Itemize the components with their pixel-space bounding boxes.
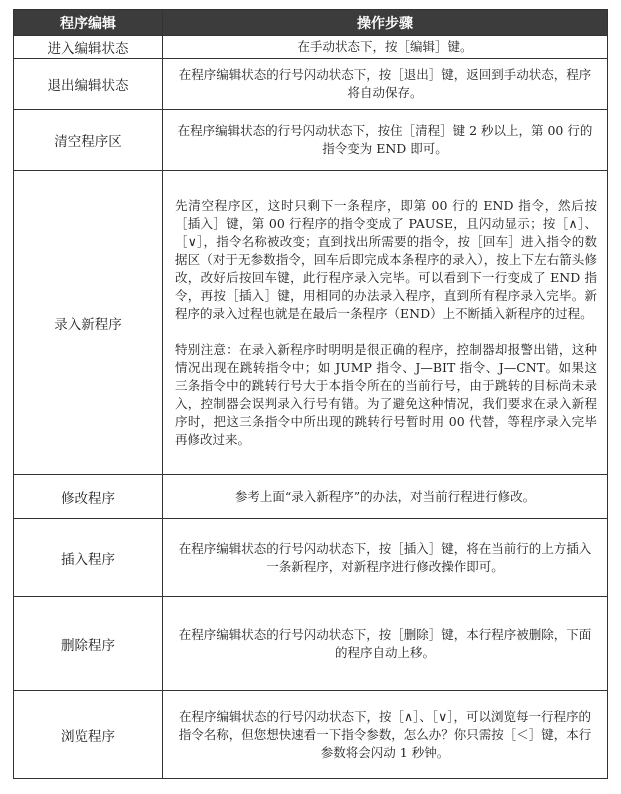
row-name-enter-new-program: 录入新程序 [14, 171, 163, 475]
row-name-browse-program: 浏览程序 [14, 691, 163, 779]
table-row [14, 59, 608, 110]
row-name-delete-program: 删除程序 [14, 597, 163, 691]
table-row [14, 597, 608, 691]
row-steps-exit-edit: 在程序编辑状态的行号闪动状态下，按［退出］键，返回到手动状态，程序将自动保存。 [163, 59, 608, 110]
table-row [14, 36, 608, 59]
row-name-insert-program: 插入程序 [14, 519, 163, 597]
table-row [14, 519, 608, 597]
row-name-clear-program: 清空程序区 [14, 110, 163, 171]
steps-paragraph-2-note: 特别注意：在录入新程序时明明是很正确的程序，控制器却报警出错，这种情况出现在跳转指令中；如 JUMP 指令、J—BIT 指令、J—CNT。如果这三条指令中的跳转行号大于本指令所在的当前行号，由于跳转的目标尚未录入，控制器会误判录入行号有错。为了避免这种情况，我们要求在录入新程序时，把这三条指令中所出现的跳转行号暂时用 00 代替，等程序录入完毕再修改过来。 [175, 341, 597, 447]
row-steps-delete-program: 在程序编辑状态的行号闪动状态下，按［删除］键，本行程序被删除，下面的程序自动上移。 [163, 597, 608, 691]
row-name-exit-edit: 退出编辑状态 [14, 59, 163, 110]
table-row [14, 110, 608, 171]
header-operation-steps: 操作步骤 [163, 10, 608, 36]
table-row [14, 171, 608, 475]
row-steps-insert-program: 在程序编辑状态的行号闪动状态下，按［插入］键，将在当前行的上方插入一条新程序，对新程序进行修改操作即可。 [163, 519, 608, 597]
row-steps-modify-program: 参考上面“录入新程序”的办法，对当前行程进行修改。 [163, 475, 608, 519]
row-steps-browse-program: 在程序编辑状态的行号闪动状态下，按［∧］、［∨］，可以浏览每一行程序的指令名称，但您想快速看一下指令参数，怎么办？你只需按［＜］键，本行参数将会闪动 1 秒钟。 [163, 691, 608, 779]
header-program-edit: 程序编辑 [14, 10, 163, 36]
row-steps-enter-new-program [163, 171, 608, 475]
row-name-enter-edit: 进入编辑状态 [14, 36, 163, 59]
row-name-modify-program: 修改程序 [14, 475, 163, 519]
table-row [14, 691, 608, 779]
row-steps-clear-program: 在程序编辑状态的行号闪动状态下，按住［清程］键 2 秒以上，第 00 行的指令变为 END 即可。 [163, 110, 608, 171]
table-row [14, 475, 608, 519]
row-steps-enter-edit: 在手动状态下，按［编辑］键。 [163, 36, 608, 59]
table-header-row [14, 10, 608, 36]
program-edit-table [13, 9, 608, 779]
steps-paragraph-1: 先清空程序区，这时只剩下一条程序，即第 00 行的 END 指令，然后按［插入］键，第 00 行程序的指令变成了 PAUSE，且闪动显示；按［∧］、［∨］，指令名称被改变；直到找出所需要的指令，按［回车］进入指令的数据区（对于无参数指令，回车后即完成本条程序的录入），按上下左右箭头修改，改好后按回车键，此行程序录入完毕。可以看到下一行变成了 END 指令，再按［插入］键，用相同的办法录入程序，直到所有程序录入完毕。新程序的录入过程也就是在最后一条程序（END）上不断插入新程序的过程。 [175, 197, 597, 321]
